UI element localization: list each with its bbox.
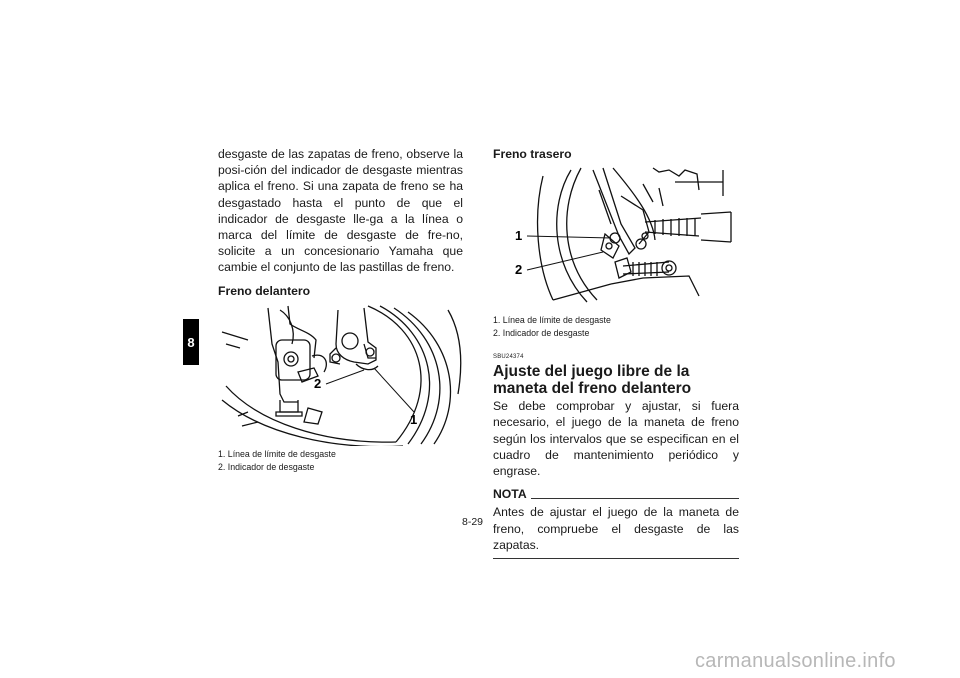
nota-end-rule (493, 558, 739, 559)
callout-1: 1 (515, 228, 523, 244)
intro-paragraph: desgaste de las zapatas de freno, observe la posi-ción del indicador de desgaste mientras aplica el freno. Si una zapata de freno se ha desgastado hasta el punto de que el indicador de desgaste lle-ga a la línea o marca del límite de desgaste de fre-no, solicite a un concesionario Yamaha que cambie el conjunto de las pastillas de freno. (218, 147, 463, 275)
chapter-tab: 8 (183, 319, 199, 365)
rear-brake-heading: Freno trasero (493, 147, 572, 161)
section-title: Ajuste del juego libre de la maneta del freno delantero (493, 363, 692, 398)
callout-2: 2 (314, 375, 322, 391)
front-brake-heading: Freno delantero (218, 283, 311, 298)
rear-brake-figure (493, 166, 739, 304)
nota-rule (531, 498, 739, 499)
rear-brake-caption (493, 314, 739, 340)
section-paragraph: Se debe comprobar y ajustar, si fuera necesario, el juego de la maneta de freno según los intervalos que se especifican en el cuadro de mantenimiento periódico y engrase. (493, 399, 739, 479)
caption-item: 2. Indicador de desgaste (218, 461, 315, 472)
watermark: carmanualsonline.info (695, 650, 896, 672)
callout-2: 2 (515, 262, 523, 278)
page-number: 8-29 (462, 516, 484, 528)
callout-1: 1 (410, 411, 418, 427)
nota-header (493, 486, 739, 502)
front-brake-caption (218, 448, 463, 474)
left-column (218, 146, 463, 474)
rear-brake-illustration (493, 166, 739, 304)
caption-item: 1. Línea de límite de desgaste (493, 315, 611, 326)
caption-item: 1. Línea de límite de desgaste (218, 448, 336, 459)
right-column (493, 146, 739, 559)
caption-item: 2. Indicador de desgaste (493, 328, 590, 339)
nota-text: Antes de ajustar el juego de la maneta de freno, compruebe el desgaste de las zapatas. (493, 505, 739, 552)
front-brake-figure (218, 304, 463, 446)
nota-label: NOTA (493, 487, 527, 502)
front-brake-illustration (218, 304, 463, 446)
section-code: SBU24374 (493, 354, 524, 361)
